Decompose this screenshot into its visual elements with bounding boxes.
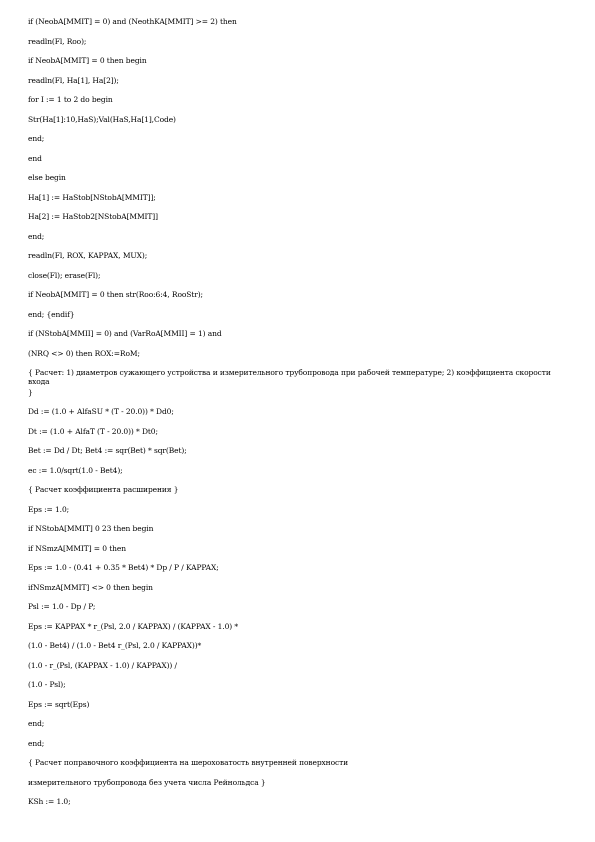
- code-line: ifNSmzA[MMIT] <> 0 then begin: [28, 582, 153, 592]
- code-line: (1.0 - Bet4) / (1.0 - Bet4 r_(Psl, 2.0 / KAPPAX))*: [28, 641, 202, 650]
- code-line: if (NStobA[MMII] = 0) and (VarRoA[MMII] = 1) and: [28, 329, 222, 338]
- code-line: readln(Fl, Ha[1], Ha[2]);: [28, 75, 119, 85]
- code-comment-line: { Расчет поправочного коэффициента на шероховатость внутренней поверхности: [28, 758, 349, 767]
- code-comment-line: { Расчет: 1) диаметров сужающего устройства и измерительного трубопровода при рабочей температуре; 2) коэффициента скорости входа: [28, 368, 554, 386]
- code-line: if NSmzA[MMIT] = 0 then: [28, 543, 126, 553]
- code-line: end;: [28, 134, 45, 143]
- code-line: for I := 1 to 2 do begin: [28, 95, 113, 104]
- code-comment-line: }: [28, 387, 33, 397]
- code-comment-line: { Расчет коэффициента расширения }: [28, 485, 179, 494]
- code-comment-line: измерительного трубопровода без учета числа Рейнольдса }: [28, 777, 266, 787]
- code-line: if NeobA[MMIT] = 0 then begin: [28, 56, 147, 65]
- code-line: Dd := (1.0 + AlfaSU * (T - 20.0)) * Dd0;: [28, 407, 174, 416]
- code-line: else begin: [28, 173, 66, 182]
- code-line: if (NeobA[MMIT] = 0) and (NeothKA[MMIT] >= 2) then: [28, 17, 237, 26]
- code-line: readln(Fl, Roo);: [28, 36, 87, 46]
- code-line: (1.0 - r_(Psl, (KAPPAX - 1.0) / KAPPAX)) /: [28, 660, 177, 670]
- code-listing: [28, 17, 573, 817]
- code-line: ec := 1.0/sqrt(1.0 - Bet4);: [28, 465, 123, 475]
- code-line: readln(Fl, ROX, KAPPAX, MUX);: [28, 251, 148, 260]
- code-line: Ha[2] := HaStob2[NStobA[MMIT]]: [28, 212, 158, 221]
- code-line: if NeobA[MMIT] = 0 then str(Roo:6:4, RooStr);: [28, 290, 203, 299]
- code-line: Ha[1] := HaStob[NStobA[MMIT]];: [28, 192, 156, 202]
- code-line: if NStobA[MMIT] 0 23 then begin: [28, 524, 154, 533]
- code-line: close(Fl); erase(Fl);: [28, 270, 101, 280]
- code-line: end;: [28, 231, 45, 241]
- code-line: (NRQ <> 0) then ROX:=RoM;: [28, 348, 140, 358]
- code-line: Bet := Dd / Dt; Bet4 := sqr(Bet) * sqr(Bet);: [28, 446, 187, 455]
- code-line: Dt := (1.0 + AlfaT (T - 20.0)) * Dt0;: [28, 426, 158, 436]
- code-line: Eps := sqrt(Eps): [28, 699, 90, 709]
- code-line: end: [28, 153, 42, 163]
- code-line: end;: [28, 738, 45, 748]
- code-line: Eps := 1.0 - (0.41 + 0.35 * Bet4) * Dp / P / KAPPAX;: [28, 563, 219, 572]
- code-line: Eps := KAPPAX * r_(Psl, 2.0 / KAPPAX) / (KAPPAX - 1.0) *: [28, 621, 239, 631]
- code-line: Eps := 1.0;: [28, 504, 70, 514]
- code-line: (1.0 - Psl);: [28, 680, 66, 689]
- code-line: Str(Ha[1]:10,HaS);Val(HaS,Ha[1],Code): [28, 114, 176, 124]
- code-line: end;: [28, 719, 45, 728]
- code-line: KSh := 1.0;: [28, 797, 71, 806]
- code-line: end; {endif}: [28, 309, 75, 319]
- code-line: Psl := 1.0 - Dp / P;: [28, 602, 96, 611]
